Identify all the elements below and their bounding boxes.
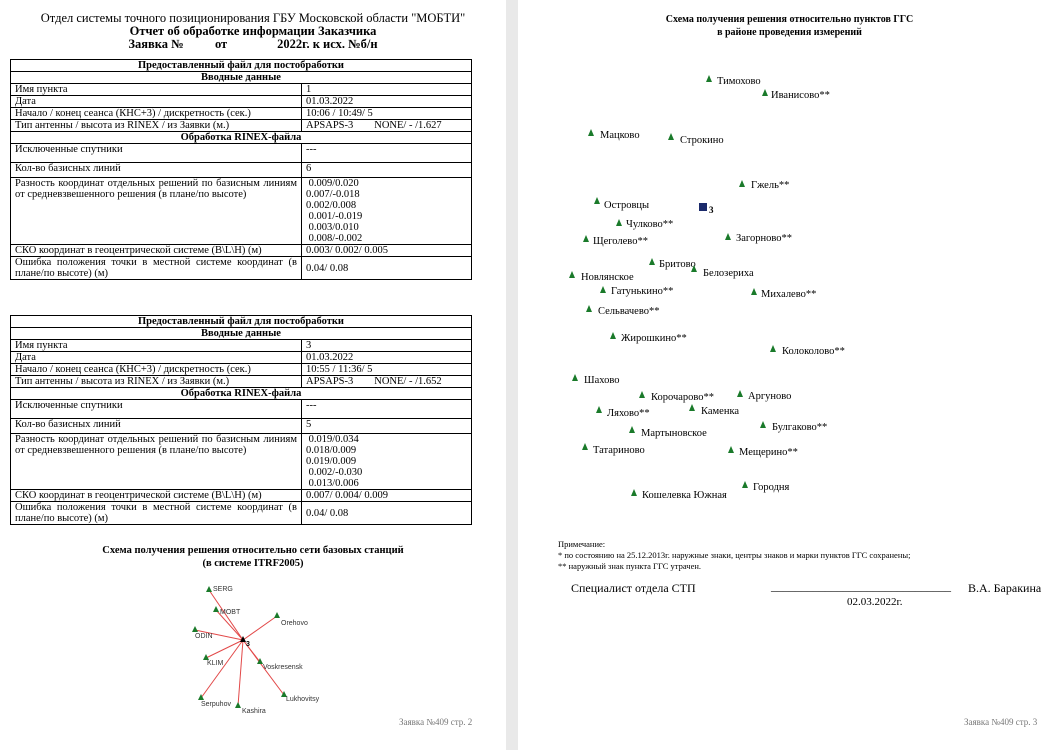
- ggs-marker: [631, 489, 637, 496]
- ggs-point: Городня: [753, 482, 790, 493]
- report-page-2: [0, 0, 506, 750]
- ggs-marker: [770, 345, 776, 352]
- ggs-marker: [739, 180, 745, 187]
- table-row: Исключенные спутники ---: [11, 144, 472, 163]
- ggs-point: Аргуново: [748, 391, 792, 402]
- ggs-point: Сельвачево**: [598, 306, 660, 317]
- note-line-1: * по состоянию на 25.12.2013г. наружные знаки, центры знаков и марки пунктов ГГС сохранены;: [558, 550, 911, 560]
- report-page-3: [518, 0, 1061, 750]
- processing-table-2: [10, 315, 472, 525]
- ggs-point: Ляхово**: [607, 408, 650, 419]
- ggs-marker: [583, 235, 589, 242]
- point-label: 3: [246, 641, 250, 648]
- table-row: СКО координат в геоцентрической системе (В\L\Н) (м) 0.007/ 0.004/ 0.009: [11, 490, 472, 502]
- input-data-heading: Вводные данные: [11, 72, 472, 84]
- table-row: СКО координат в геоцентрической системе (В\L\Н) (м) 0.003/ 0.002/ 0.005: [11, 245, 472, 257]
- input-data-heading: Вводные данные: [11, 328, 472, 340]
- ggs-marker: [725, 233, 731, 240]
- ggs-marker: [760, 421, 766, 428]
- station-label: Kashira: [242, 708, 266, 715]
- page-footer: Заявка №409 стр. 3: [964, 717, 1038, 727]
- table-row: Разность координат отдельных решений по базисным линиям от средневзвешенного решения (в плане/по высоте) 0.009/0.020 0.007/-0.018 0.002/0.008 0.001/-0.019 0.003/0.010 0.008/-0.002: [11, 178, 472, 245]
- ggs-point: Колоколово**: [782, 346, 845, 357]
- ggs-point: Новлянское: [581, 272, 634, 283]
- request-line: Заявка № от 2022г. к исх. №б/н: [128, 37, 378, 51]
- table-row: Имя пункта 1: [11, 84, 472, 96]
- table-row: Дата 01.03.2022: [11, 96, 472, 108]
- ggs-point: Щеголево**: [593, 236, 648, 247]
- rinex-heading: Обработка RINEX-файла: [11, 132, 472, 144]
- station-label: SERG: [213, 586, 233, 593]
- ggs-marker: [572, 374, 578, 381]
- ggs-marker: [737, 390, 743, 397]
- baseline-kashira: [238, 640, 243, 706]
- ggs-marker: [594, 197, 600, 204]
- ggs-point: Мартыновское: [641, 428, 707, 439]
- station-marker-kashira: [235, 702, 241, 708]
- table-row: Имя пункта 3: [11, 340, 472, 352]
- ggs-point: Островцы: [604, 200, 650, 211]
- ggs-marker: [728, 446, 734, 453]
- ggs-marker: [691, 265, 697, 272]
- measured-point-marker: [699, 203, 707, 211]
- ggs-point: Иванисово**: [771, 90, 830, 101]
- station-marker-orehovo: [274, 612, 280, 618]
- table-row: Ошибка положения точки в местной системе координат (в плане/по высоте) (м) 0.04/ 0.08: [11, 502, 472, 525]
- ggs-marker: [668, 133, 674, 140]
- base-stations-scheme-title: Схема получения решения относительно сети базовых станций: [102, 545, 404, 556]
- ggs-point: Гжель**: [751, 180, 790, 191]
- table-title: Предоставленный файл для постобработки: [11, 60, 472, 72]
- ggs-point: Тимохово: [717, 76, 761, 87]
- ggs-marker: [751, 288, 757, 295]
- ggs-marker: [600, 286, 606, 293]
- ggs-point: Загорново**: [736, 233, 792, 244]
- table-row: Начало / конец сеанса (КНС+3) / дискретность (сек.) 10:55 / 11:36/ 5: [11, 364, 472, 376]
- ggs-point: Каменка: [701, 406, 740, 417]
- ggs-marker: [582, 443, 588, 450]
- station-marker-odin: [192, 626, 198, 632]
- station-label: Orehovo: [281, 620, 308, 627]
- ggs-marker: [569, 271, 575, 278]
- ggs-marker: [588, 129, 594, 136]
- ggs-point: Татариново: [593, 445, 645, 456]
- table-row: Тип антенны / высота из RINEX / из Заявки (м.) APSAPS-3 NONE/ - /1.652: [11, 376, 472, 388]
- ggs-marker: [616, 219, 622, 226]
- ggs-point: Гатунькино**: [611, 286, 674, 297]
- baseline-serpuhov: [201, 640, 243, 698]
- table-row: Кол-во базисных линий 6: [11, 163, 472, 178]
- ggs-marker: [639, 391, 645, 398]
- ggs-point: Чулково**: [626, 219, 674, 230]
- table-row: Исключенные спутники ---: [11, 400, 472, 419]
- note-title: Примечание:: [558, 539, 606, 549]
- base-stations-diagram: [180, 580, 340, 720]
- ggs-point: Белозериха: [703, 268, 754, 279]
- ggs-point: Строкино: [680, 135, 724, 146]
- table-row: Ошибка положения точки в местной системе координат (в плане/по высоте) (м) 0.04/ 0.08: [11, 257, 472, 280]
- base-stations-scheme-subtitle: (в системе ITRF2005): [202, 558, 304, 569]
- ggs-marker: [649, 258, 655, 265]
- station-marker-serg: [206, 586, 212, 592]
- measured-point-label: 3: [709, 205, 714, 215]
- table-row: Разность координат отдельных решений по базисным линиям от средневзвешенного решения (в плане/по высоте) 0.019/0.034 0.018/0.009 0.019/0.009 0.002/-0.030 0.013/0.006: [11, 434, 472, 490]
- baseline-orehovo: [243, 616, 277, 640]
- ggs-marker: [706, 75, 712, 82]
- ggs-point: Корочарово**: [651, 392, 715, 403]
- ggs-point: Бритово: [659, 259, 696, 270]
- ggs-point: Булгаково**: [772, 422, 828, 433]
- signature-line: ______________________________: [771, 579, 951, 593]
- ggs-point: Мацково: [600, 130, 640, 141]
- table-row: Начало / конец сеанса (КНС+3) / дискретность (сек.) 10:06 / 10:49/ 5: [11, 108, 472, 120]
- ggs-point: Мещерино**: [739, 447, 798, 458]
- ggs-scheme-title: Схема получения решения относительно пунктов ГГС: [665, 14, 914, 25]
- ggs-marker: [629, 426, 635, 433]
- ggs-point: Шахово: [584, 375, 620, 386]
- rinex-heading: Обработка RINEX-файла: [11, 388, 472, 400]
- ggs-point: Кошелевка Южная: [642, 490, 727, 501]
- page-footer: Заявка №409 стр. 2: [399, 717, 473, 727]
- org-header: Отдел системы точного позиционирования ГБУ Московской области "МОБТИ": [40, 11, 466, 25]
- processing-table-1: [10, 59, 472, 280]
- table-row: Тип антенны / высота из RINEX / из Заявки (м.) APSAPS-3 NONE/ - /1.627: [11, 120, 472, 132]
- ggs-marker: [689, 404, 695, 411]
- ggs-marker: [586, 305, 592, 312]
- baseline-klim: [206, 640, 243, 658]
- table-row: Дата 01.03.2022: [11, 352, 472, 364]
- station-label: ODIN: [195, 633, 213, 640]
- signature-date: 02.03.2022г.: [847, 596, 903, 608]
- note-line-2: ** наружный знак пункта ГГС утрачен.: [558, 561, 702, 571]
- table-title: Предоставленный файл для постобработки: [11, 316, 472, 328]
- ggs-point: Жирошкино**: [621, 333, 687, 344]
- signature-name: В.А. Баракина: [968, 581, 1042, 595]
- ggs-marker: [596, 406, 602, 413]
- station-label: Serpuhov: [201, 701, 231, 708]
- station-label: KLIM: [207, 660, 224, 667]
- station-label: Lukhovitsy: [286, 696, 320, 703]
- station-marker-mobt: [213, 606, 219, 612]
- ggs-marker: [742, 481, 748, 488]
- ggs-scheme-subtitle: в районе проведения измерений: [717, 27, 862, 38]
- station-label: MOBT: [220, 609, 241, 616]
- ggs-point: Михалево**: [761, 289, 817, 300]
- report-title: Отчет об обработке информации Заказчика: [129, 24, 377, 38]
- station-label: Voskresensk: [263, 664, 303, 671]
- signature-label: Специалист отдела СТП: [571, 581, 696, 595]
- table-row: Кол-во базисных линий 5: [11, 419, 472, 434]
- ggs-marker: [610, 332, 616, 339]
- ggs-marker: [762, 89, 768, 96]
